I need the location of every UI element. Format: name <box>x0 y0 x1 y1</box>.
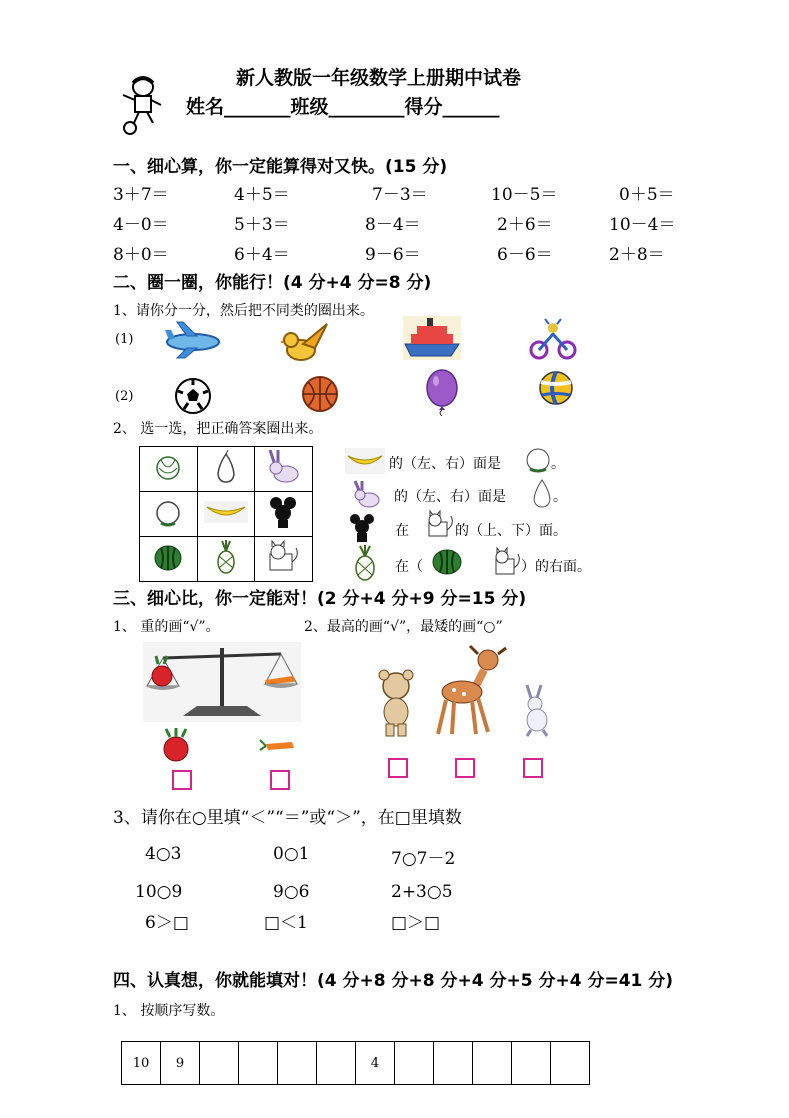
compare-item[interactable]: □＜1 <box>264 913 308 933</box>
row-label-2: (2) <box>115 389 134 404</box>
sequence-cell[interactable] <box>473 1042 512 1085</box>
bird-icon[interactable] <box>281 322 329 370</box>
number-sequence-table <box>121 1041 590 1085</box>
statement-1-end: 。 <box>551 456 565 472</box>
compare-item[interactable]: 0○1 <box>273 844 310 864</box>
grid-cell <box>255 447 313 492</box>
bear-icon <box>374 668 420 738</box>
compare-item[interactable]: 6＞□ <box>145 913 189 933</box>
equation: 10－5＝ <box>491 185 558 205</box>
sequence-cell[interactable]: 9 <box>161 1042 200 1085</box>
statement-2-end: 。 <box>553 489 567 505</box>
soccer-ball-icon[interactable] <box>174 377 212 419</box>
sequence-cell[interactable] <box>434 1042 473 1085</box>
grid-cell <box>197 447 255 492</box>
pineapple-icon <box>350 545 380 581</box>
equation: 4－0＝ <box>113 215 169 235</box>
sequence-cell[interactable] <box>512 1042 551 1085</box>
airplane-icon[interactable] <box>163 320 223 364</box>
pineapple-icon <box>199 538 253 576</box>
statement-2: 的（左、右）面是 <box>394 489 506 505</box>
section-2-heading: 二、圈一圈，你能行！(4 分+4 分=8 分) <box>113 273 432 293</box>
equation: 8＋0＝ <box>113 245 169 265</box>
section-1-heading: 一、细心算，你一定能算得对又快。(15 分) <box>113 157 448 177</box>
position-grid <box>139 446 313 582</box>
question-4-1: 1、 按顺序写数。 <box>113 1003 225 1019</box>
grid-cell <box>197 492 255 537</box>
sequence-cell[interactable] <box>200 1042 239 1085</box>
question-2-1: 1、请你分一分，然后把不同类的圈出来。 <box>113 303 374 319</box>
grid-cell <box>197 537 255 582</box>
mickey-icon <box>348 512 376 544</box>
compare-item[interactable]: 7○7－2 <box>391 849 456 869</box>
answer-box-deer[interactable] <box>455 758 475 778</box>
sequence-cell[interactable] <box>395 1042 434 1085</box>
tricycle-icon[interactable] <box>529 318 577 364</box>
balance-scale-icon <box>143 642 301 722</box>
page-title: 新人教版一年级数学上册期中试卷 <box>236 67 522 89</box>
compare-item[interactable]: 9○6 <box>273 882 310 902</box>
peach-icon <box>141 493 195 531</box>
name-class-score-line: 姓名_______班级________得分______ <box>186 96 500 118</box>
equation: 10－4＝ <box>609 215 676 235</box>
question-2-2: 2、 选一选，把正确答案圈出来。 <box>113 421 323 437</box>
basketball-icon[interactable] <box>301 375 339 417</box>
equation: 2＋6＝ <box>497 215 553 235</box>
grid-cell <box>255 492 313 537</box>
compare-item[interactable]: □＞□ <box>391 913 441 933</box>
answer-box-rabbit[interactable] <box>523 758 543 778</box>
equation: 6－6＝ <box>497 245 553 265</box>
section-4-heading: 四、认真想，你就能填对！(4 分+8 分+8 分+4 分+5 分+4 分=41 分) <box>113 971 674 991</box>
equation: 2＋8＝ <box>609 245 665 265</box>
sequence-cell[interactable] <box>551 1042 590 1085</box>
statement-4-prefix: 在（ <box>395 559 423 575</box>
sequence-cell[interactable]: 10 <box>122 1042 161 1085</box>
answer-box-carrot[interactable] <box>270 770 290 790</box>
equation: 6＋4＝ <box>234 245 290 265</box>
pear-icon <box>529 477 555 509</box>
cat-icon <box>488 546 524 578</box>
row-label-1: (1) <box>115 332 134 347</box>
statement-3: 的（上、下）面。 <box>455 523 567 539</box>
equation: 3＋7＝ <box>113 185 169 205</box>
sequence-cell[interactable] <box>278 1042 317 1085</box>
pear-icon <box>199 448 253 486</box>
equation: 8－4＝ <box>365 215 421 235</box>
compare-item[interactable]: 2+3○5 <box>391 882 453 902</box>
grid-cell <box>140 537 198 582</box>
peach-icon <box>524 445 552 475</box>
answer-box-bear[interactable] <box>388 758 408 778</box>
banana-icon <box>345 448 385 474</box>
answer-box-radish[interactable] <box>172 770 192 790</box>
cat-icon <box>256 538 310 576</box>
section-3-heading: 三、细心比，你一定能对！(2 分+4 分+9 分=15 分) <box>113 589 527 609</box>
radish-icon <box>158 727 194 763</box>
grid-cell <box>255 537 313 582</box>
sequence-cell[interactable]: 4 <box>356 1042 395 1085</box>
rabbit-icon <box>349 480 383 510</box>
ship-icon[interactable] <box>403 316 461 364</box>
question-3-2: 2、最高的画“√”，最矮的画“○” <box>304 619 503 635</box>
equation: 7－3＝ <box>372 185 428 205</box>
equation: 4＋5＝ <box>234 185 290 205</box>
cat-icon <box>421 510 457 540</box>
compare-item[interactable]: 10○9 <box>135 882 183 902</box>
carrot-icon <box>258 736 296 756</box>
statement-4-end: ）的右面。 <box>521 559 591 575</box>
question-3-3: 3、请你在○里填“＜”“＝”或“＞”，在□里填数 <box>113 808 462 828</box>
compare-item[interactable]: 4○3 <box>145 844 182 864</box>
rabbit-icon <box>256 448 310 486</box>
sequence-cell[interactable] <box>239 1042 278 1085</box>
statement-3-prefix: 在 <box>395 523 409 539</box>
equation: 5＋3＝ <box>234 215 290 235</box>
equation: 0＋5＝ <box>619 185 675 205</box>
question-3-1: 1、 重的画“√”。 <box>113 619 220 635</box>
watermelon-icon <box>431 548 463 576</box>
balloon-icon[interactable] <box>424 368 460 420</box>
statement-1: 的（左、右）面是 <box>389 456 501 472</box>
boy-kicking-ball-icon <box>117 73 165 139</box>
deer-icon <box>432 642 512 738</box>
equation: 9－6＝ <box>365 245 421 265</box>
volleyball-icon[interactable] <box>538 370 574 410</box>
watermelon-icon <box>141 448 195 486</box>
grid-cell <box>140 447 198 492</box>
watermelon-icon <box>141 538 195 576</box>
banana-icon <box>199 493 253 531</box>
grid-cell <box>140 492 198 537</box>
sequence-cell[interactable] <box>317 1042 356 1085</box>
rabbit-icon <box>515 684 557 738</box>
mickey-icon <box>256 493 310 531</box>
